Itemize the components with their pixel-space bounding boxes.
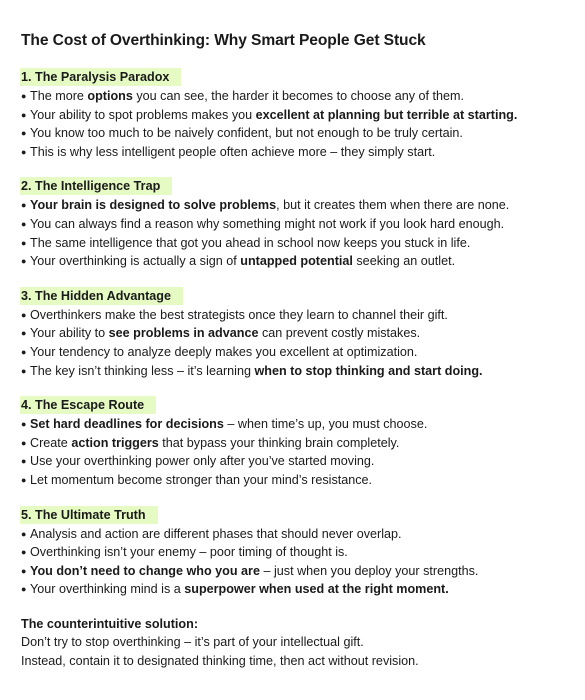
text: Your overthinking mind is a xyxy=(30,582,185,597)
text: Your ability to xyxy=(30,326,109,341)
section-2 xyxy=(21,177,565,270)
bullet-list xyxy=(21,196,565,270)
bullet-icon: ● xyxy=(21,437,27,448)
bullet-icon: ● xyxy=(21,109,27,120)
solution-block xyxy=(21,615,565,671)
bullet-icon: ● xyxy=(21,547,27,558)
section-heading: 3. The Hidden Advantage xyxy=(20,287,183,305)
section-4 xyxy=(21,396,565,489)
text: Overthinking isn’t your enemy – poor timing of thought is. xyxy=(30,545,348,560)
bullet-item xyxy=(21,471,565,490)
section-heading: 4. The Escape Route xyxy=(20,396,156,414)
section-heading: 1. The Paralysis Paradox xyxy=(20,68,181,86)
text: you can see, the harder it becomes to choose any of them. xyxy=(132,89,465,103)
bullet-item xyxy=(21,234,565,253)
bullet-item xyxy=(21,124,565,143)
bullet-item xyxy=(21,215,565,234)
text: , but it creates them when there are none. xyxy=(276,198,510,213)
bold-text: see problems in advance xyxy=(108,326,259,341)
bullet-item xyxy=(21,196,565,215)
text: Analysis and action are different phases that should never overlap. xyxy=(30,526,402,541)
bullet-item xyxy=(21,434,565,453)
text: seeking an outlet. xyxy=(352,254,456,269)
bold-text: superpower when used at the right moment. xyxy=(184,582,449,597)
bullet-icon: ● xyxy=(21,456,27,467)
bullet-icon: ● xyxy=(21,309,27,320)
bullet-item xyxy=(21,106,565,125)
text: can prevent costly mistakes. xyxy=(258,326,421,341)
bullet-item xyxy=(21,543,565,562)
bullet-list xyxy=(21,415,565,489)
bullet-item xyxy=(21,87,565,106)
bullet-item xyxy=(21,562,565,581)
bullet-icon: ● xyxy=(21,419,27,430)
bold-text: Your brain is designed to solve problems xyxy=(30,198,277,213)
bullet-icon: ● xyxy=(21,328,27,339)
bold-text: when to stop thinking and start doing. xyxy=(254,363,483,378)
bullet-item xyxy=(21,324,565,343)
bold-text: excellent at planning but terrible at starting. xyxy=(255,107,518,122)
text: – just when you deploy your strengths. xyxy=(259,563,479,578)
bullet-icon: ● xyxy=(21,128,27,139)
sections-container xyxy=(21,68,565,599)
bullet-icon: ● xyxy=(21,218,27,229)
bullet-icon: ● xyxy=(21,91,27,101)
text: Create xyxy=(30,435,72,450)
bullet-icon: ● xyxy=(21,584,27,595)
bold-text: Set hard deadlines for decisions xyxy=(30,417,224,432)
bullet-icon: ● xyxy=(21,365,27,376)
bullet-item xyxy=(21,415,565,434)
bullet-item xyxy=(21,143,565,162)
bold-text: action triggers xyxy=(71,435,159,450)
bold-text: You don’t need to change who you are xyxy=(30,563,260,578)
text: Your overthinking is actually a sign of xyxy=(30,254,241,269)
text: Use your overthinking power only after you’ve started moving. xyxy=(30,454,375,469)
bullet-item xyxy=(21,452,565,471)
text: Your ability to spot problems makes you xyxy=(30,107,256,122)
bullet-item xyxy=(21,525,565,544)
text: Your tendency to analyze deeply makes you excellent at optimization. xyxy=(30,344,418,359)
bold-text: options xyxy=(87,89,133,103)
solution-title: The counterintuitive solution: xyxy=(21,616,199,631)
bullet-item xyxy=(21,343,565,362)
bullet-item xyxy=(21,306,565,325)
solution-line-1: Don’t try to stop overthinking – it’s part of your intellectual gift. xyxy=(21,635,364,650)
bullet-icon: ● xyxy=(21,256,27,267)
bullet-icon: ● xyxy=(21,346,27,357)
page-title: The Cost of Overthinking: Why Smart People Get Stuck xyxy=(21,32,426,49)
bullet-item xyxy=(21,580,565,599)
section-heading: 5. The Ultimate Truth xyxy=(20,506,158,524)
bullet-list xyxy=(21,87,565,161)
text: Overthinkers make the best strategists once they learn to channel their gift. xyxy=(30,307,448,322)
text: that bypass your thinking brain completely. xyxy=(158,435,400,450)
bold-text: untapped potential xyxy=(240,254,353,269)
bullet-list xyxy=(21,525,565,599)
text: Let momentum become stronger than your mind’s resistance. xyxy=(30,472,373,487)
text: The key isn’t thinking less – it’s learning xyxy=(30,363,255,378)
bullet-item xyxy=(21,362,565,381)
text: The same intelligence that got you ahead in school now keeps you stuck in life. xyxy=(30,235,471,250)
text: You know too much to be naively confident, but not enough to be truly certain. xyxy=(30,126,463,141)
text: The more xyxy=(30,89,88,103)
section-3 xyxy=(21,287,565,380)
text: This is why less intelligent people often achieve more – they simply start. xyxy=(30,144,436,159)
bullet-icon: ● xyxy=(21,565,27,576)
bullet-icon: ● xyxy=(21,474,27,485)
bullet-icon: ● xyxy=(21,146,27,157)
bullet-icon: ● xyxy=(21,528,27,539)
solution-line-2: Instead, contain it to designated thinking time, then act without revision. xyxy=(21,654,419,669)
bullet-icon: ● xyxy=(21,200,27,211)
bullet-icon: ● xyxy=(21,237,27,248)
text: – when time’s up, you must choose. xyxy=(223,417,428,432)
bullet-item xyxy=(21,252,565,271)
bullet-list xyxy=(21,306,565,380)
section-1 xyxy=(21,68,565,161)
text: You can always find a reason why something might not work if you look hard enough. xyxy=(30,216,505,231)
section-heading: 2. The Intelligence Trap xyxy=(20,177,172,195)
section-5 xyxy=(21,506,565,599)
